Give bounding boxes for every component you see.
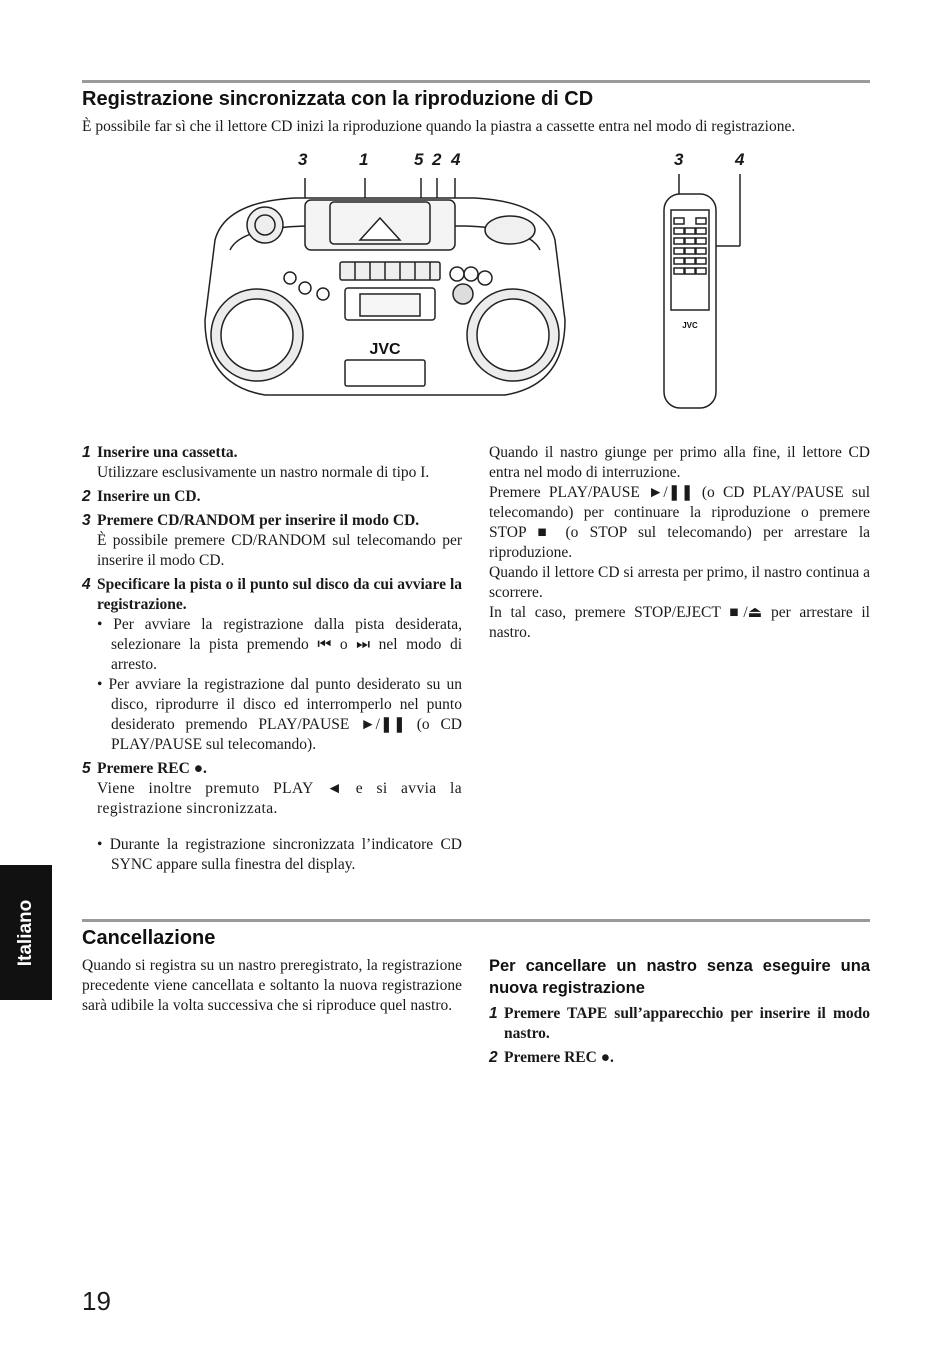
callout-4: 4: [451, 150, 461, 169]
right-column: [489, 443, 870, 643]
steps-column: [82, 443, 462, 875]
step-number: 3: [82, 512, 91, 529]
erase-step-2: [489, 1048, 870, 1068]
step-title: Inserire una cassetta.: [97, 444, 238, 461]
callout-1: 1: [359, 150, 369, 169]
step-title: Inserire un CD.: [97, 488, 201, 505]
right-paragraph: In tal caso, premere STOP/EJECT ■/⏏ per arrestare il nastro.: [489, 604, 870, 641]
right-paragraph: Quando il nastro giunge per primo alla fine, il lettore CD entra nel modo di interruzione.: [489, 444, 870, 481]
step-4: [82, 575, 462, 755]
note-bullet: • Durante la registrazione sincronizzata l’indicatore CD SYNC appare sulla finestra del display.: [97, 836, 462, 873]
section2-steps: [489, 1004, 870, 1072]
section2-subtitle: Per cancellare un nastro senza eseguire una nuova registrazione: [489, 957, 870, 997]
step-1: [82, 443, 462, 483]
step-bullet: • Per avviare la registrazione dalla pista desiderata, selezionare la pista premendo ⏮ o ⏭ nel modo di arresto.: [97, 616, 462, 673]
step-number: 2: [82, 488, 91, 505]
step-title: Premere REC ●.: [504, 1049, 614, 1066]
remote-brand-logo: JVC: [682, 321, 698, 330]
remote-callout-4: 4: [735, 150, 745, 169]
step-2: [82, 487, 462, 507]
section-intro: È possibile far sì che il lettore CD inizi la riproduzione quando la piastra a cassette entra nel modo di registrazione.: [82, 118, 796, 135]
language-side-tab: [0, 865, 52, 1000]
step-number: 2: [489, 1049, 498, 1066]
section2-body: Quando si registra su un nastro preregistrato, la registrazione precedente viene cancellata e soltanto la nuova registrazione sarà udibile la volta successiva che si riproduce quel nastro.: [82, 957, 462, 1014]
step-3: [82, 511, 462, 571]
boombox-illustration: [195, 170, 575, 410]
step-body: Viene inoltre premuto PLAY ◄ e si avvia la registrazione sincronizzata.: [97, 780, 462, 817]
step-5: [82, 759, 462, 819]
step-number: 4: [82, 576, 91, 593]
callout-3: 3: [298, 150, 308, 169]
erase-step-1: [489, 1004, 870, 1044]
step-title: Premere TAPE sull’apparecchio per inserire il modo nastro.: [504, 1005, 870, 1042]
side-tab-label: Italiano: [15, 899, 36, 966]
callout-5: 5: [414, 150, 424, 169]
step-bullet: • Per avviare la registrazione dal punto desiderato su un disco, riprodurre il disco ed interromperlo nel punto desiderato premendo PLAY/PAUSE ►/❚❚ (o CD PLAY/PAUSE sul telecomando).: [97, 676, 462, 753]
page-number: 19: [82, 1286, 111, 1316]
section2-title: Cancellazione: [82, 927, 216, 949]
section-title: Registrazione sincronizzata con la riproduzione di CD: [82, 88, 594, 110]
step-title: Premere CD/RANDOM per inserire il modo CD.: [97, 512, 420, 529]
step-body: È possibile premere CD/RANDOM sul telecomando per inserire il modo CD.: [97, 532, 462, 569]
right-paragraph: Premere PLAY/PAUSE ►/❚❚ (o CD PLAY/PAUSE sul telecomando) per continuare la riproduzione o premere STOP ■ (o STOP sul telecomando) per arrestare la riproduzione.: [489, 484, 870, 561]
step-title: Premere REC ●.: [97, 760, 207, 777]
remote-callout-3: 3: [674, 150, 684, 169]
step-number: 5: [82, 760, 91, 777]
right-paragraph: Quando il lettore CD si arresta per primo, il nastro continua a scorrere.: [489, 564, 870, 601]
step-title: Specificare la pista o il punto sul disco da cui avviare la registrazione.: [97, 576, 462, 613]
callout-2: 2: [432, 150, 442, 169]
section-rule-top: [82, 80, 870, 83]
step-body: Utilizzare esclusivamente un nastro normale di tipo I.: [97, 464, 430, 481]
step-number: 1: [489, 1005, 498, 1022]
boombox-brand-logo: JVC: [369, 341, 401, 358]
section-rule-bottom: [82, 919, 870, 922]
remote-control-illustration: [655, 170, 755, 415]
step-number: 1: [82, 444, 91, 461]
